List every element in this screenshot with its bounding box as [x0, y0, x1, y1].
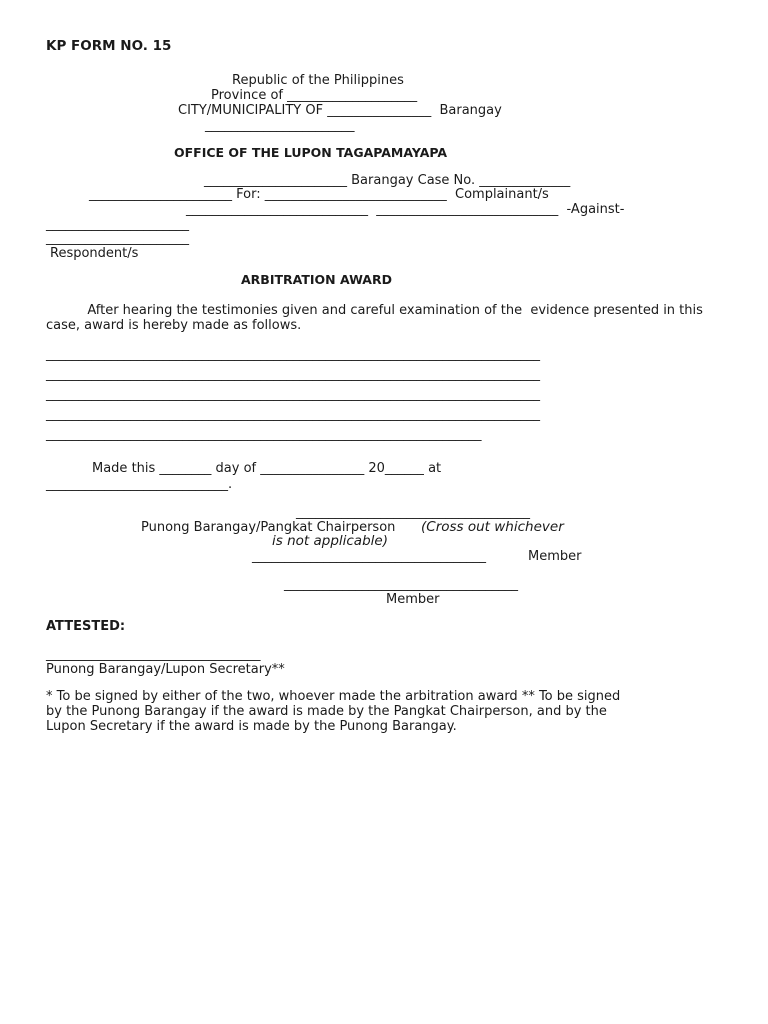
made-place-line: ____________________________. — [46, 477, 233, 492]
attested-signer: Punong Barangay/Lupon Secretary** — [46, 662, 285, 677]
header-province: Province of ____________________ — [211, 88, 418, 103]
award-blank-line-3: ____________________________________________________________________________ — [46, 387, 540, 402]
award-blank-line-5: ___________________________________________________________________ — [46, 427, 482, 442]
made-this-line: Made this ________ day of ________________ 20______ at — [92, 461, 442, 476]
chair-label: Punong Barangay/Pangkat Chairperson — [141, 520, 396, 535]
award-blank-line-1: ____________________________________________________________________________ — [46, 347, 540, 362]
chair-signature-line: ____________________________________ — [296, 505, 530, 520]
case-line-1: ______________________ Barangay Case No. ______________ — [204, 173, 571, 188]
award-blank-line-4: ____________________________________________________________________________ — [46, 407, 540, 422]
member2-label: Member — [386, 592, 440, 607]
case-line-5: ______________________ — [46, 231, 189, 246]
member1-signature-line: ____________________________________ — [252, 549, 486, 564]
award-blank-line-2: ____________________________________________________________________________ — [46, 367, 540, 382]
kp-form-number: KP FORM NO. 15 — [46, 38, 172, 54]
attested-signature-line: _________________________________ — [46, 647, 261, 662]
chair-note-1: (Cross out whichever — [421, 519, 564, 535]
office-title: OFFICE OF THE LUPON TAGAPAMAYAPA — [174, 145, 448, 160]
member2-signature-line: ____________________________________ — [284, 577, 518, 592]
header-republic: Republic of the Philippines — [232, 73, 404, 88]
chair-note-2: is not applicable) — [272, 533, 388, 549]
award-paragraph: After hearing the testimonies given and careful examination of the evidence presented in this case, award is hereby made as follows. — [46, 303, 708, 333]
respondent-label: Respondent/s — [50, 246, 139, 261]
member1-label: Member — [528, 549, 582, 564]
case-line-3: ____________________________ ____________________________ -Against- — [186, 202, 625, 217]
header-barangay-blank: _______________________ — [205, 118, 355, 133]
case-line-4: ______________________ — [46, 217, 189, 232]
case-line-2: ______________________ For: ____________________________ Complainant/s — [89, 187, 549, 202]
award-title: ARBITRATION AWARD — [241, 272, 392, 287]
header-city: CITY/MUNICIPALITY OF ________________ Barangay — [178, 103, 502, 118]
footnote: * To be signed by either of the two, whoever made the arbitration award ** To be signed by the Punong Barangay if the award is made by the Pangkat Chairperson, and by the Lupon Secretary if the award is made by the Punong Barangay. — [46, 689, 621, 734]
attested-label: ATTESTED: — [46, 619, 126, 634]
